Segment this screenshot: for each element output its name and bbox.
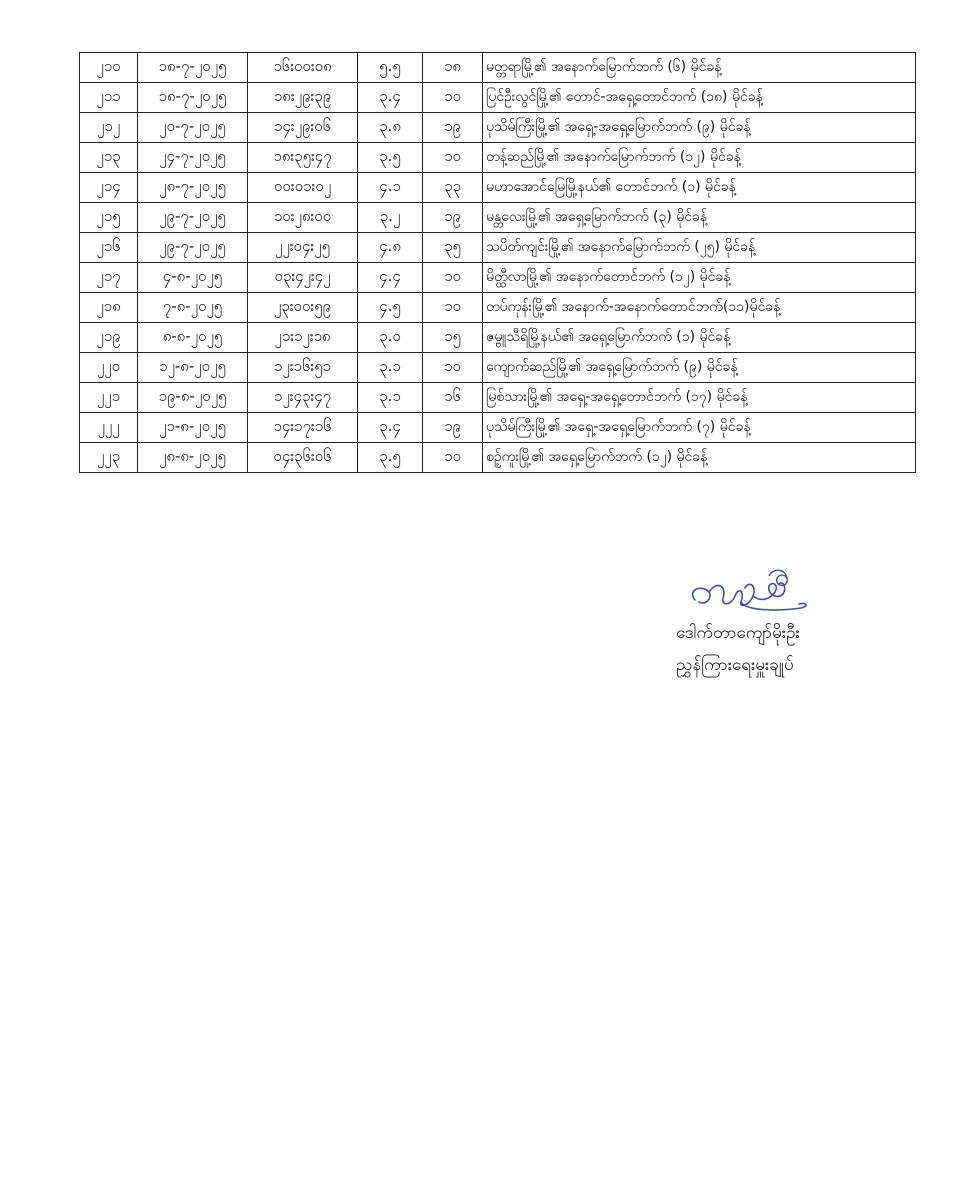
table-cell: ၁၉-၈-၂၀၂၅ [138, 383, 248, 413]
table-cell: ၂၀-၇-၂၀၂၅ [138, 113, 248, 143]
table-cell: ၂၁၅ [80, 203, 138, 233]
signatory-name: ဒေါက်တာကျော်မိုးဦး [676, 623, 800, 643]
table-cell: ၁၈း၃၅း၄၇ [248, 143, 358, 173]
table-cell: ၂၂၀ [80, 353, 138, 383]
table-row [80, 173, 916, 203]
table-cell: ၈-၈-၂၀၂၅ [138, 323, 248, 353]
table-cell: ၂၁၈ [80, 293, 138, 323]
table-cell: ၁၀ [423, 143, 483, 173]
table-cell: ၄.၁ [358, 173, 423, 203]
table-cell: ၂၄-၇-၂၀၂၅ [138, 143, 248, 173]
table-cell: ၁၄း၁၇း၁၆ [248, 413, 358, 443]
table-row [80, 203, 916, 233]
table-cell: မဟာအောင်မြေမြို့နယ်၏ တောင်ဘက် (၁) မိုင်ခန့် [483, 173, 916, 203]
table-cell: သပိတ်ကျင်းမြို့၏ အနောက်မြောက်ဘက် (၂၅) မိုင်ခန့် [483, 233, 916, 263]
table-row [80, 443, 916, 473]
table-cell: ၂၂၂ [80, 413, 138, 443]
table-cell: ၂၁၉ [80, 323, 138, 353]
table-cell: ၂၁၆ [80, 233, 138, 263]
table-row [80, 83, 916, 113]
table-cell: မိတ္ထီလာမြို့၏ အနောက်တောင်ဘက် (၁၂) မိုင်ခန့် [483, 263, 916, 293]
table-cell: ၁၀ [423, 443, 483, 473]
table-cell: ပြင်ဦးလွင်မြို့၏ တောင်-အရှေ့တောင်ဘက် (၁၈) မိုင်ခန့် [483, 83, 916, 113]
table-cell: ၁၂း၁၆း၅၁ [248, 353, 358, 383]
table-cell: ၁၀ [423, 353, 483, 383]
table-cell: ၇-၈-၂၀၂၅ [138, 293, 248, 323]
table-cell: ၁၄း၂၉း၀၆ [248, 113, 358, 143]
table-cell: ၂၁၃ [80, 143, 138, 173]
table-cell: ၃.၅ [358, 143, 423, 173]
table-cell: ပုသိမ်ကြီးမြို့၏ အရှေ့-အရှေ့မြောက်ဘက် (၇) မိုင်ခန့် [483, 413, 916, 443]
table-cell: ၁၂-၈-၂၀၂၅ [138, 353, 248, 383]
table-row [80, 143, 916, 173]
table-cell: ၁၈-၇-၂၀၂၅ [138, 83, 248, 113]
table-cell: ၂၉-၇-၂၀၂၅ [138, 233, 248, 263]
table-cell: ၂၁၇ [80, 263, 138, 293]
table-cell: ၄.၈ [358, 233, 423, 263]
earthquake-table [79, 52, 916, 473]
table-cell: ၂၁၂ [80, 113, 138, 143]
table-cell: ၁၅ [423, 323, 483, 353]
table-cell: ၁၀ [423, 263, 483, 293]
table-row [80, 293, 916, 323]
table-cell: ၄.၅ [358, 293, 423, 323]
table-cell: ၂၂၁ [80, 383, 138, 413]
table-cell: ၃.၈ [358, 113, 423, 143]
table-cell: ၁၂း၄၃း၄၇ [248, 383, 358, 413]
table-cell: ၁၆ [423, 383, 483, 413]
table-cell: ၃.၂ [358, 203, 423, 233]
table-cell: မန္တလေးမြို့၏ အရှေ့မြောက်ဘက် (၃) မိုင်ခန့် [483, 203, 916, 233]
table-cell: ၂၁၄ [80, 173, 138, 203]
table-row [80, 353, 916, 383]
table-row [80, 263, 916, 293]
table-cell: ၁၀ [423, 83, 483, 113]
table-cell: ၃.၁ [358, 353, 423, 383]
table-cell: ၁၀ [423, 293, 483, 323]
table-cell: ၃.၁ [358, 383, 423, 413]
table-cell: ၃.၄ [358, 83, 423, 113]
table-cell: ၂၂း၀၄း၂၅ [248, 233, 358, 263]
table-cell: ၁၉ [423, 413, 483, 443]
table-cell: ၂၂၃ [80, 443, 138, 473]
table-cell: ၄-၈-၂၀၂၅ [138, 263, 248, 293]
table-cell: ဇမ္ဗူသီရိမြို့နယ်၏ အရှေ့မြောက်ဘက် (၁) မိုင်ခန့် [483, 323, 916, 353]
table-cell: စဥ့်ကူးမြို့၏ အရှေ့မြောက်ဘက် (၁၂) မိုင်ခန့် [483, 443, 916, 473]
table-cell: ၃.၅ [358, 443, 423, 473]
table-cell: ကျောက်ဆည်မြို့၏ အရှေ့မြောက်ဘက် (၉) မိုင်ခန့် [483, 353, 916, 383]
table-cell: ၂၉-၇-၂၀၂၅ [138, 203, 248, 233]
table-cell: ၂၁၁ [80, 83, 138, 113]
table-cell: မြစ်သားမြို့၏ အရှေ့-အရှေ့တောင်ဘက် (၁၇) မိုင်ခန့် [483, 383, 916, 413]
table-cell: မတ္တရာမြို့၏ အနောက်မြောက်ဘက် (၆) မိုင်ခန့် [483, 53, 916, 83]
table-cell: ၁၀း၂၈း၀၀ [248, 203, 358, 233]
table-cell: ၂၃း၀၀း၅၉ [248, 293, 358, 323]
table-cell: ၁၈း၂၉း၃၉ [248, 83, 358, 113]
table-cell: ပုသိမ်ကြီးမြို့၏ အရှေ့-အရှေ့မြောက်ဘက် (၉) မိုင်ခန့် [483, 113, 916, 143]
table-cell: ၁၉ [423, 113, 483, 143]
table-row [80, 113, 916, 143]
handwritten-signature [683, 566, 823, 618]
table-row [80, 233, 916, 263]
table-row [80, 413, 916, 443]
table-cell: တပ်ကုန်းမြို့၏ အနောက်-အနောက်တောင်ဘက်(၁၁)မိုင်ခန့် [483, 293, 916, 323]
table-cell: ၀၃း၄၂း၄၂ [248, 263, 358, 293]
table-row [80, 323, 916, 353]
table-cell: ၂၁-၈-၂၀၂၅ [138, 413, 248, 443]
table-cell: ၄.၄ [358, 263, 423, 293]
table-cell: ၁၉ [423, 203, 483, 233]
table-cell: ၃.၄ [358, 413, 423, 443]
table-cell: ၂၁း၁၂း၁၈ [248, 323, 358, 353]
table-cell: ၂၁၀ [80, 53, 138, 83]
table-cell: ၂၈-၇-၂၀၂၅ [138, 173, 248, 203]
table-row [80, 53, 916, 83]
table-cell: ၁၈ [423, 53, 483, 83]
table-cell: ၃.၀ [358, 323, 423, 353]
table-cell: ၅.၅ [358, 53, 423, 83]
table-cell: ၂၈-၈-၂၀၂၅ [138, 443, 248, 473]
table-cell: ၁၆း၀၀း၀၈ [248, 53, 358, 83]
table-cell: ၁၈-၇-၂၀၂၅ [138, 53, 248, 83]
table-cell: ၀၀း၀၁း၀၂ [248, 173, 358, 203]
signatory-title: ညွှန်ကြားရေးမှူးချုပ် [676, 655, 794, 675]
table-cell: တန့်ဆည်မြို့၏ အနောက်မြောက်ဘက် (၁၂) မိုင်ခန့် [483, 143, 916, 173]
table-row [80, 383, 916, 413]
table-cell: ၃၅ [423, 233, 483, 263]
table-cell: ၀၄း၃၆း၀၆ [248, 443, 358, 473]
table-cell: ၃၃ [423, 173, 483, 203]
earthquake-table-body [80, 53, 916, 473]
